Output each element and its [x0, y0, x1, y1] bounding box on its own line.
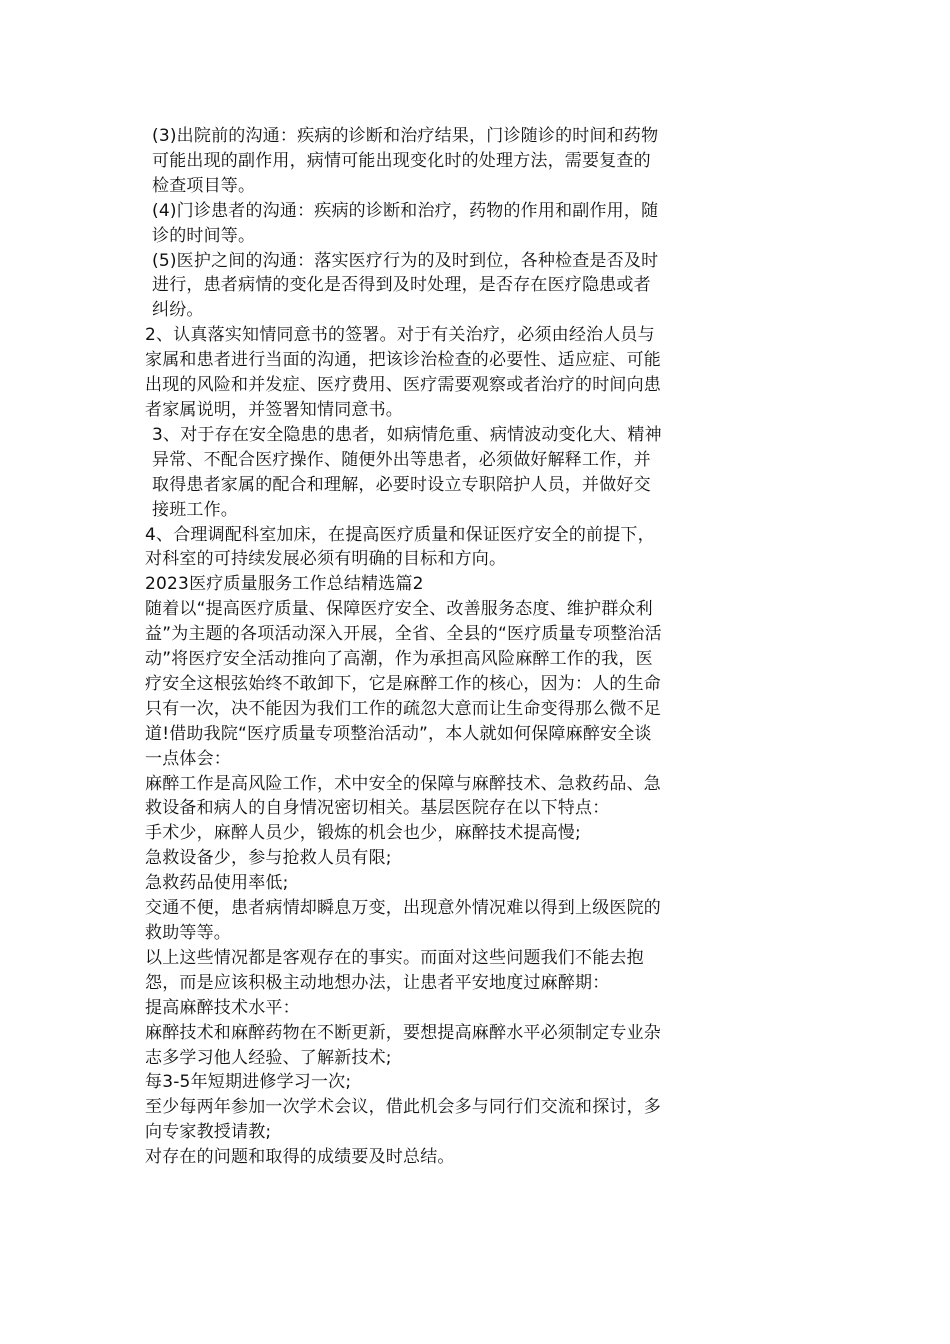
- paragraph-outpatient-communication: (4)门诊患者的沟通：疾病的诊断和治疗，药物的作用和副作用，随诊的时间等。: [152, 200, 659, 246]
- list-item-summary: 对存在的问题和取得的成绩要及时总结。: [145, 1147, 455, 1168]
- list-item-learn-new-tech: 麻醉技术和麻醉药物在不断更新，要想提高麻醉水平必须制定专业杂志多学习他人经验、了解新技术;: [145, 1022, 661, 1068]
- paragraph-intro: 随着以“提高医疗质量、保障医疗安全、改善服务态度、维护群众利益”为主题的各项活动深入开展，全省、全县的“医疗质量专项整治活动”将医疗安全活动推向了高潮，作为承担高风险麻醉工作的我，医疗安全这根弦始终不敢卸下，它是麻醉工作的核心，因为：人的生命只有一次，决不能因为我们工作的疏忽大意而让生命变得那么微不足道!借助我院“医疗质量专项整治活动”，本人就如何保障麻醉安全谈一点体会：: [145, 599, 662, 769]
- paragraph-objective-facts: 以上这些情况都是客观存在的事实。而面对这些问题我们不能去抱怨，而是应该积极主动地想办法，让患者平安地度过麻醉期：: [145, 947, 644, 993]
- list-item-few-surgeries: 手术少，麻醉人员少，锻炼的机会也少，麻醉技术提高慢;: [145, 823, 581, 844]
- subheading-improve-skills: 提高麻醉技术水平：: [145, 997, 300, 1018]
- paragraph-anesthesia-risk: 麻醉工作是高风险工作，术中安全的保障与麻醉技术、急救药品、急救设备和病人的自身情况密切相关。基层医院存在以下特点：: [145, 773, 661, 819]
- paragraph-safety-risk-patients: 3、对于存在安全隐患的患者，如病情危重、病情波动变化大、精神异常、不配合医疗操作、随便外出等患者，必须做好解释工作，并取得患者家属的配合和理解，必要时设立专职陪护人员，并做好交接班工作。: [152, 424, 662, 520]
- paragraph-medical-nursing-communication: (5)医护之间的沟通：落实医疗行为的及时到位，各种检查是否及时进行，患者病情的变化是否得到及时处理，是否存在医疗隐患或者纠纷。: [152, 250, 659, 321]
- section-heading: 2023医疗质量服务工作总结精选篇2: [145, 574, 424, 595]
- paragraph-extra-beds: 4、合理调配科室加床，在提高医疗质量和保证医疗安全的前提下，对科室的可持续发展必须有明确的目标和方向。: [145, 524, 655, 570]
- paragraph-informed-consent: 2、认真落实知情同意书的签署。对于有关治疗，必须由经治人员与家属和患者进行当面的沟通，把该诊治检查的必要性、适应症、可能出现的风险和并发症、医疗费用、医疗需要观察或者治疗的时间向患者家属说明，并签署知情同意书。: [145, 325, 661, 420]
- list-item-few-equipment: 急救设备少，参与抢救人员有限;: [145, 848, 392, 869]
- list-item-conferences: 至少每两年参加一次学术会议，借此机会多与同行们交流和探讨，多向专家教授请教;: [145, 1097, 661, 1143]
- document-body: [145, 124, 665, 1170]
- list-item-training: 每3-5年短期进修学习一次;: [145, 1072, 352, 1093]
- paragraph-discharge-communication: (3)出院前的沟通：疾病的诊断和治疗结果，门诊随诊的时间和药物可能出现的副作用，病情可能出现变化时的处理方法，需要复查的检查项目等。: [152, 126, 659, 196]
- list-item-drug-usage: 急救药品使用率低;: [145, 873, 289, 894]
- list-item-transportation: 交通不便，患者病情却瞬息万变，出现意外情况难以得到上级医院的救助等等。: [145, 898, 661, 943]
